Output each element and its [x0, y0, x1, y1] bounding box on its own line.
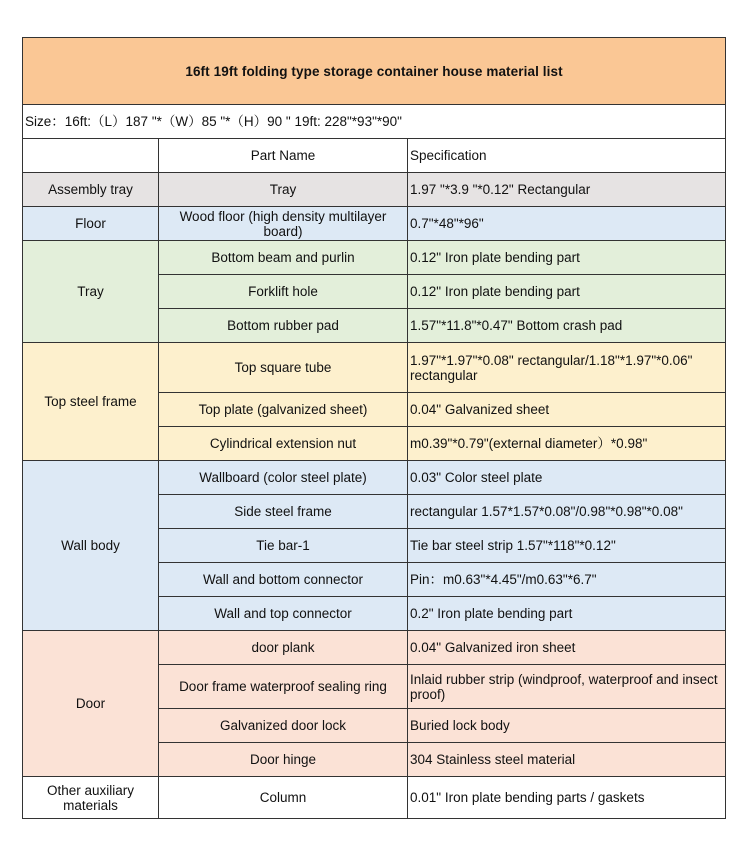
part-name-cell: Tie bar-1 — [159, 529, 408, 563]
header-specification: Specification — [408, 139, 726, 173]
specification-cell: 0.04" Galvanized iron sheet — [408, 631, 726, 665]
part-name-cell: Top square tube — [159, 343, 408, 393]
part-name-cell: Galvanized door lock — [159, 709, 408, 743]
table-row — [23, 343, 726, 393]
table-row — [23, 241, 726, 275]
page-title: 16ft 19ft folding type storage container house material list — [23, 38, 726, 105]
specification-cell: 1.57"*11.8"*0.47" Bottom crash pad — [408, 309, 726, 343]
group-label: Top steel frame — [23, 343, 159, 461]
size-row — [23, 105, 726, 139]
part-name-cell: Top plate (galvanized sheet) — [159, 393, 408, 427]
specification-cell: Inlaid rubber strip (windproof, waterproof and insect proof) — [408, 665, 726, 709]
header-row — [23, 139, 726, 173]
specification-cell: Tie bar steel strip 1.57"*118"*0.12" — [408, 529, 726, 563]
part-name-cell: Wall and top connector — [159, 597, 408, 631]
part-name-cell: Door frame waterproof sealing ring — [159, 665, 408, 709]
header-group — [23, 139, 159, 173]
specification-cell: rectangular 1.57*1.57*0.08"/0.98"*0.98"*0.08" — [408, 495, 726, 529]
part-name-cell: door plank — [159, 631, 408, 665]
part-name-cell: Forklift hole — [159, 275, 408, 309]
table-row — [23, 631, 726, 665]
specification-cell: 0.04" Galvanized sheet — [408, 393, 726, 427]
specification-cell: 0.03" Color steel plate — [408, 461, 726, 495]
part-name-cell: Column — [159, 777, 408, 819]
specification-cell: 0.12" Iron plate bending part — [408, 241, 726, 275]
specification-cell: Buried lock body — [408, 709, 726, 743]
title-row — [23, 38, 726, 105]
header-part-name: Part Name — [159, 139, 408, 173]
specification-cell: 304 Stainless steel material — [408, 743, 726, 777]
part-name-cell: Tray — [159, 173, 408, 207]
specification-cell: 0.2" Iron plate bending part — [408, 597, 726, 631]
group-label: Floor — [23, 207, 159, 241]
group-label: Assembly tray — [23, 173, 159, 207]
specification-cell: 0.01" Iron plate bending parts / gaskets — [408, 777, 726, 819]
specification-cell: 0.12" Iron plate bending part — [408, 275, 726, 309]
table-row — [23, 207, 726, 241]
table-row — [23, 461, 726, 495]
part-name-cell: Bottom beam and purlin — [159, 241, 408, 275]
specification-cell: Pin：m0.63"*4.45"/m0.63"*6.7" — [408, 563, 726, 597]
size-line: Size：16ft:（L）187 "*（W）85 "*（H）90 " 19ft: 228"*93"*90" — [23, 105, 726, 139]
part-name-cell: Bottom rubber pad — [159, 309, 408, 343]
specification-cell: 1.97"*1.97"*0.08" rectangular/1.18"*1.97"*0.06" rectangular — [408, 343, 726, 393]
part-name-cell: Side steel frame — [159, 495, 408, 529]
group-label: Door — [23, 631, 159, 777]
group-label: Tray — [23, 241, 159, 343]
group-label: Wall body — [23, 461, 159, 631]
material-list-table — [22, 37, 726, 819]
table-row — [23, 777, 726, 819]
part-name-cell: Cylindrical extension nut — [159, 427, 408, 461]
specification-cell: m0.39"*0.79"(external diameter）*0.98" — [408, 427, 726, 461]
part-name-cell: Wall and bottom connector — [159, 563, 408, 597]
table-row — [23, 173, 726, 207]
part-name-cell: Door hinge — [159, 743, 408, 777]
part-name-cell: Wallboard (color steel plate) — [159, 461, 408, 495]
part-name-cell: Wood floor (high density multilayer board) — [159, 207, 408, 241]
group-label: Other auxiliary materials — [23, 777, 159, 819]
specification-cell: 1.97 "*3.9 "*0.12" Rectangular — [408, 173, 726, 207]
specification-cell: 0.7"*48"*96" — [408, 207, 726, 241]
